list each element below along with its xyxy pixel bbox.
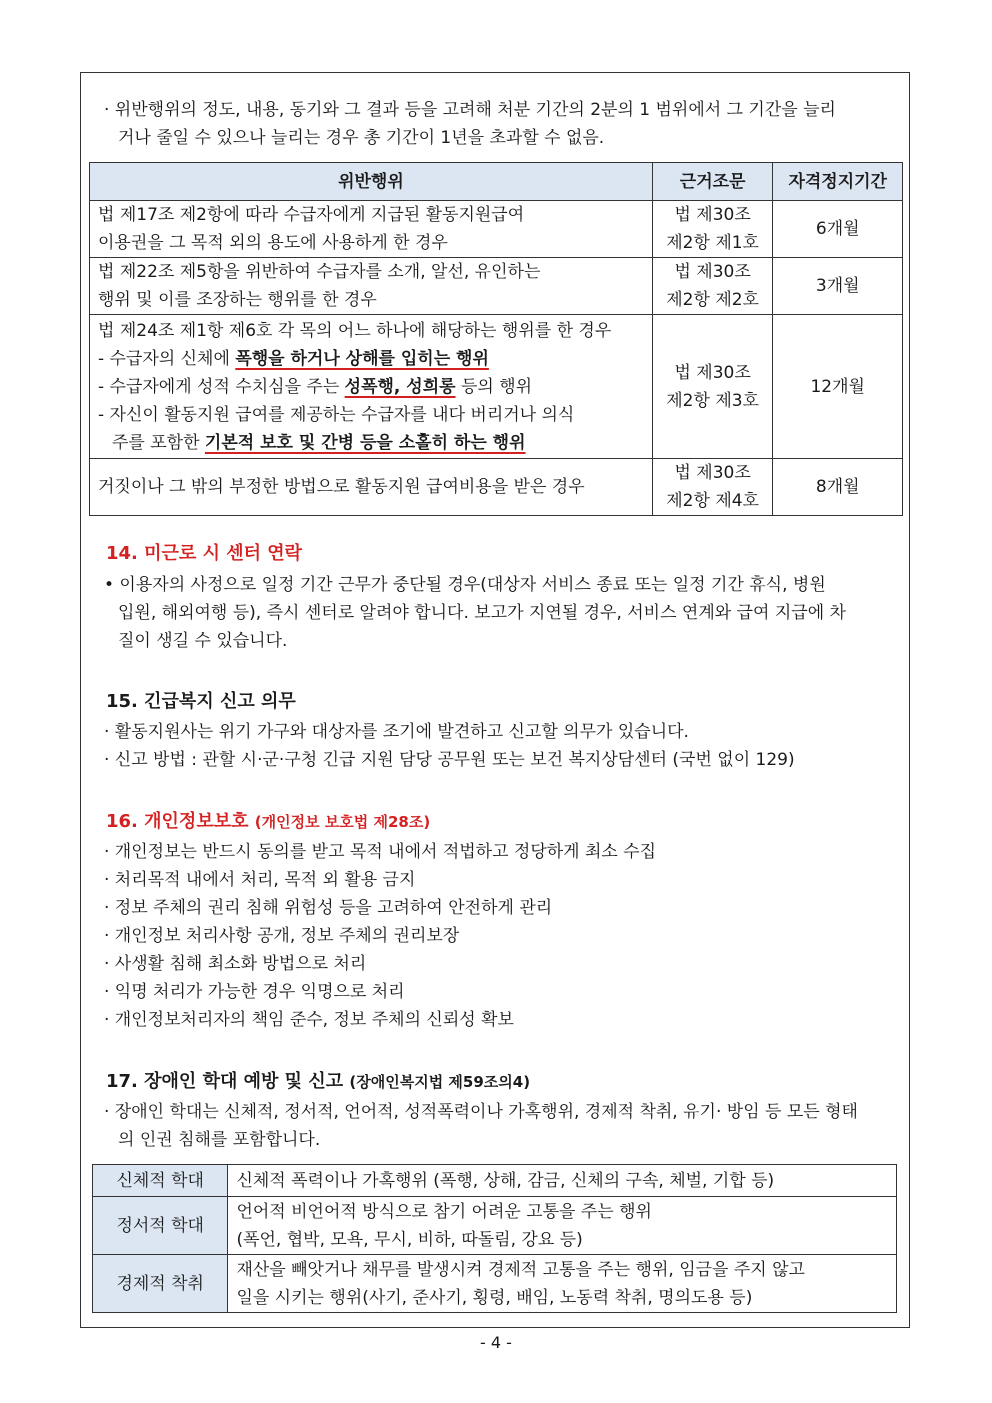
abuse-description: 언어적 비언어적 방식으로 참기 어려운 고통을 주는 행위 [236,1201,652,1222]
item-text: - 수급자의 신체에 [98,348,236,369]
section-17-line: 의 인권 침해를 포함합니다. [118,1130,321,1150]
abuse-table [92,1164,897,1313]
table-row [90,459,903,516]
table-row [90,201,903,258]
section-16-line: · 개인정보 처리사항 공개, 정보 주체의 권리보장 [104,926,460,946]
section-16-title-text: 16. 개인정보보호 [106,811,249,832]
section-17-title [106,1068,530,1096]
abuse-type-label: 경제적 착취 [93,1255,228,1313]
violation-item [98,373,644,401]
violation-text: 법 제22조 제5항을 위반하여 수급자를 소개, 알선, 유인하는 [98,262,541,282]
violation-text: 거짓이나 그 밖의 부정한 방법으로 활동지원 급여비용을 받은 경우 [98,477,585,497]
section-15-title: 15. 긴급복지 신고 의무 [106,691,296,712]
section-17-line: · 장애인 학대는 신체적, 정서적, 언어적, 성적폭력이나 가혹행위, 경제적 착취, 유기· 방임 등 모든 형태 [104,1102,858,1122]
item-text: 주를 포함한 [112,432,205,453]
basis-text: 제2항 제1호 [666,233,759,253]
abuse-type-label: 신체적 학대 [93,1165,228,1197]
basis-text: 제2항 제3호 [666,390,759,411]
violation-table [89,162,903,516]
item-text: 등의 행위 [455,376,533,397]
violation-text: 법 제17조 제2항에 따라 수급자에게 지급된 활동지원급여 [98,205,525,225]
basis-text: 제2항 제2호 [666,290,759,310]
basis-text: 법 제30조 [674,262,751,282]
section-16-line: · 사생활 침해 최소화 방법으로 처리 [104,954,367,974]
section-16-line: · 개인정보처리자의 책임 준수, 정보 주체의 신뢰성 확보 [104,1010,514,1030]
section-14-line: 입원, 해외여행 등), 즉시 센터로 알려야 합니다. 보고가 지연될 경우, 서비스 연계와 급여 지급에 차 [118,603,846,623]
basis-text: 제2항 제4호 [666,491,759,511]
emphasis-text: 기본적 보호 및 간병 등을 소홀히 하는 행위 [204,432,526,453]
violation-text: 법 제24조 제1항 제6호 각 목의 어느 하나에 해당하는 행위를 한 경우 [98,320,612,341]
table-row [90,258,903,315]
period-cell: 3개월 [773,258,903,315]
section-17-title-text: 17. 장애인 학대 예방 및 신고 [106,1071,344,1092]
basis-text: 법 제30조 [674,362,751,383]
section-16-line: · 개인정보는 반드시 동의를 받고 목적 내에서 적법하고 정당하게 최소 수집 [104,842,657,862]
table-row [90,315,903,459]
table-row [93,1197,897,1255]
header-violation: 위반행위 [90,163,653,201]
abuse-description: (폭언, 협박, 모욕, 무시, 비하, 따돌림, 강요 등) [236,1229,583,1250]
emphasis-text: 폭행을 하거나 상해를 입히는 행위 [235,348,489,369]
basis-text: 법 제30조 [674,205,751,225]
violation-item: - 자신이 활동지원 급여를 제공하는 수급자를 내다 버리거나 의식 [98,404,575,425]
abuse-description: 신체적 폭력이나 가혹행위 (폭행, 상해, 감금, 신체의 구속, 체벌, 기합 등) [236,1170,775,1191]
section-16-line: · 익명 처리가 가능한 경우 익명으로 처리 [104,982,405,1002]
violation-item [98,345,644,373]
section-16-line: · 정보 주체의 권리 침해 위험성 등을 고려하여 안전하게 관리 [104,898,553,918]
page-number: - 4 - [480,1333,512,1352]
abuse-description: 일을 시키는 행위(사기, 준사기, 횡령, 배임, 노동력 착취, 명의도용 등) [236,1287,753,1308]
basis-text: 법 제30조 [674,463,751,483]
table-row [93,1165,897,1197]
abuse-type-label: 정서적 학대 [93,1197,228,1255]
section-16-subtitle: (개인정보 보호법 제28조) [254,813,431,831]
section-14-title: 14. 미근로 시 센터 연락 [106,543,303,564]
section-15-line: · 활동지원사는 위기 가구와 대상자를 조기에 발견하고 신고할 의무가 있습니다. [104,722,689,742]
header-period: 자격정지기간 [773,163,903,201]
section-14-line: 질이 생길 수 있습니다. [118,631,288,651]
intro-line-1: · 위반행위의 정도, 내용, 동기와 그 결과 등을 고려해 처분 기간의 2분의 1 범위에서 그 기간을 늘리 [104,100,836,120]
section-16-title [106,808,430,836]
period-cell: 8개월 [773,459,903,516]
header-basis: 근거조문 [652,163,773,201]
intro-line-2: 거나 줄일 수 있으나 늘리는 경우 총 기간이 1년을 초과할 수 없음. [118,128,605,148]
emphasis-text: 성폭행, 성희롱 [344,376,456,397]
violation-text: 이용권을 그 목적 외의 용도에 사용하게 한 경우 [98,233,448,253]
violation-text: 행위 및 이를 조장하는 행위를 한 경우 [98,290,377,310]
period-cell: 12개월 [773,315,903,459]
table-row [93,1255,897,1313]
section-16-line: · 처리목적 내에서 처리, 목적 외 활용 금지 [104,870,416,890]
section-14-line: • 이용자의 사정으로 일정 기간 근무가 중단될 경우(대상자 서비스 종료 또는 일정 기간 휴식, 병원 [104,575,826,595]
violation-item [98,429,644,457]
item-text: - 수급자에게 성적 수치심을 주는 [98,376,345,397]
section-17-subtitle: (장애인복지법 제59조의4) [349,1073,531,1091]
period-cell: 6개월 [773,201,903,258]
section-15-line: · 신고 방법 : 관할 시·군·구청 긴급 지원 담당 공무원 또는 보건 복지상담센터 (국번 없이 129) [104,750,795,770]
abuse-description: 재산을 빼앗거나 채무를 발생시켜 경제적 고통을 주는 행위, 임금을 주지 않고 [236,1259,805,1280]
